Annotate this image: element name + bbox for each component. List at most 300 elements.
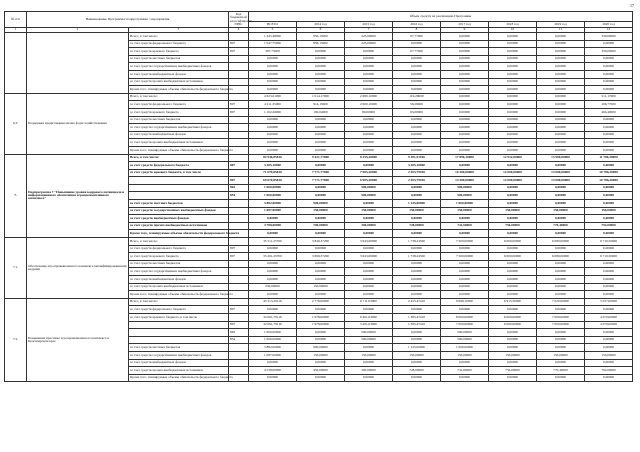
amount-year: 0,00000 bbox=[441, 245, 489, 253]
funding-source-label: Кроме того, планируемые объемы обязательств федерального бюджета bbox=[129, 230, 229, 238]
amount-year: 0,00000 bbox=[537, 245, 585, 253]
row-number: 7.1. bbox=[5, 238, 27, 299]
amount-year: 770,40000 bbox=[537, 222, 585, 230]
amount-year: 0,00000 bbox=[297, 336, 345, 344]
amount-year: 756,00000 bbox=[489, 222, 537, 230]
amount-year: 150,00000 bbox=[585, 351, 633, 359]
header-year: 2019 год bbox=[537, 22, 585, 28]
grbs-code: 854 bbox=[229, 192, 249, 200]
grbs-code bbox=[229, 93, 249, 101]
amount-total: 0,00000 bbox=[249, 359, 297, 367]
grbs-code bbox=[229, 131, 249, 139]
amount-year: 0,00000 bbox=[345, 260, 393, 268]
amount-year: 0,00000 bbox=[297, 329, 345, 337]
header-volume-title: Объем средств на реализацию Программы bbox=[249, 12, 633, 22]
amount-total: 0,00000 bbox=[249, 276, 297, 284]
amount-year: 0,00000 bbox=[393, 184, 441, 192]
amount-year: 0,00000 bbox=[393, 86, 441, 94]
amount-total: 0,00000 bbox=[249, 86, 297, 94]
amount-year: 0,00000 bbox=[489, 184, 537, 192]
amount-total: 0,00000 bbox=[249, 260, 297, 268]
amount-year: 0,00000 bbox=[393, 374, 441, 382]
grbs-code bbox=[229, 276, 249, 284]
grbs-code: 807 bbox=[229, 162, 249, 170]
amount-year: 3 849,37200 bbox=[297, 238, 345, 246]
amount-year: 10 786,30000 bbox=[585, 169, 633, 177]
amount-year: 0,00000 bbox=[441, 101, 489, 109]
amount-year: 0,00000 bbox=[441, 215, 489, 223]
grbs-code bbox=[229, 283, 249, 291]
amount-year: 0,00000 bbox=[393, 215, 441, 223]
amount-year: 0,00000 bbox=[345, 131, 393, 139]
amount-year: 0,00000 bbox=[345, 124, 393, 132]
header-no: № п/п bbox=[5, 12, 27, 28]
amount-total: 43 513,29116 bbox=[249, 298, 297, 306]
amount-total: 35 261,25700 bbox=[249, 253, 297, 261]
amount-total: 3 205,10000 bbox=[249, 162, 297, 170]
funding-source-label: Всего, в том числе: bbox=[129, 298, 229, 306]
funding-source-label bbox=[129, 177, 229, 185]
grbs-code bbox=[229, 63, 249, 71]
amount-year: 0,00000 bbox=[297, 162, 345, 170]
amount-year: 7 905,20000 bbox=[345, 169, 393, 177]
amount-year: 0,00000 bbox=[537, 86, 585, 94]
amount-year: 17 896,10000 bbox=[441, 154, 489, 162]
amount-year: 500,00000 bbox=[345, 192, 393, 200]
amount-year: 0,00000 bbox=[585, 200, 633, 208]
amount-year: 0,00000 bbox=[393, 268, 441, 276]
amount-year: 2 303,79916 bbox=[393, 177, 441, 185]
measure-name: Подпрограмма 7 "Повышение уровня кадрового потенциала и информационного обеспечения агропромышленного комплекса" bbox=[27, 154, 129, 238]
amount-total: 0,00000 bbox=[249, 291, 297, 299]
funding-source-label: Кроме того, планируемые объемы обязательств федерального бюджета bbox=[129, 374, 229, 382]
amount-year: 856,15000 bbox=[297, 33, 345, 41]
amount-year: 150,00000 bbox=[393, 351, 441, 359]
funding-source-label: Кроме того, планируемые объемы обязательств федерального бюджета bbox=[129, 86, 229, 94]
amount-year: 500,00000 bbox=[345, 336, 393, 344]
row-number: 7.2. bbox=[5, 298, 27, 382]
amount-year: 0,00000 bbox=[441, 260, 489, 268]
amount-year: 0,00000 bbox=[393, 78, 441, 86]
amount-year: 0,00000 bbox=[537, 48, 585, 56]
amount-year: 0,00000 bbox=[441, 33, 489, 41]
grbs-code: 807 bbox=[229, 321, 249, 329]
amount-year: 6 000,00000 bbox=[489, 253, 537, 261]
amount-year: 0,00000 bbox=[537, 55, 585, 63]
amount-year: 1 385,47416 bbox=[393, 313, 441, 321]
funding-source-label: Всего, в том числе: bbox=[129, 33, 229, 41]
amount-year: 7 500,00000 bbox=[441, 238, 489, 246]
amount-year: 0,00000 bbox=[441, 40, 489, 48]
funding-source-label: за счет средств прочих внебюджетных источников bbox=[129, 78, 229, 86]
col-number: 10 bbox=[489, 28, 537, 33]
amount-year: 0,00000 bbox=[537, 70, 585, 78]
amount-total: 397,73000 bbox=[249, 48, 297, 56]
funding-source-label: за счет средств местных бюджетов bbox=[129, 116, 229, 124]
amount-year: 0,00000 bbox=[489, 101, 537, 109]
grbs-code bbox=[229, 55, 249, 63]
amount-year: 63,00000 bbox=[393, 108, 441, 116]
table-row bbox=[5, 298, 633, 306]
amount-year: 13 900,00000 bbox=[537, 154, 585, 162]
funding-source-label: за счет средств местных бюджетов bbox=[129, 260, 229, 268]
amount-year: 0,00000 bbox=[441, 359, 489, 367]
amount-total: 0,00000 bbox=[249, 63, 297, 71]
amount-year: 0,00000 bbox=[393, 55, 441, 63]
grbs-code bbox=[229, 139, 249, 147]
amount-year: 0,00000 bbox=[585, 124, 633, 132]
amount-total: 1 102,26000 bbox=[249, 108, 297, 116]
amount-total: 250,00000 bbox=[249, 283, 297, 291]
amount-year: 0,00000 bbox=[537, 78, 585, 86]
amount-year: 0,00000 bbox=[537, 101, 585, 109]
amount-year: 0,00000 bbox=[489, 306, 537, 314]
row-number bbox=[5, 33, 27, 94]
amount-year: 150,00000 bbox=[585, 207, 633, 215]
grbs-code bbox=[229, 215, 249, 223]
header-year: 2015 год bbox=[345, 22, 393, 28]
amount-year: 0,00000 bbox=[441, 116, 489, 124]
amount-year: 0,00000 bbox=[537, 192, 585, 200]
amount-year: 0,00000 bbox=[489, 146, 537, 154]
amount-year: 0,00000 bbox=[297, 55, 345, 63]
amount-year: 0,00000 bbox=[537, 63, 585, 71]
amount-year: 0,00000 bbox=[441, 124, 489, 132]
funding-source-label: за счет средств государственных внебюджетных фондов bbox=[129, 351, 229, 359]
amount-year: 2 455,47416 bbox=[393, 298, 441, 306]
amount-year: 500,00000 bbox=[441, 336, 489, 344]
grbs-code bbox=[229, 124, 249, 132]
amount-year: 0,00000 bbox=[489, 291, 537, 299]
amount-year: 0,00000 bbox=[489, 192, 537, 200]
amount-year: 0,00000 bbox=[537, 139, 585, 147]
amount-year: 0,00000 bbox=[537, 215, 585, 223]
funding-source-label: за счет средств государственных внебюджетных фондов bbox=[129, 268, 229, 276]
amount-year: 0,00000 bbox=[297, 359, 345, 367]
amount-year: 150,00000 bbox=[441, 351, 489, 359]
amount-year: 0,00000 bbox=[537, 108, 585, 116]
amount-year: 12 000,00000 bbox=[489, 177, 537, 185]
amount-year: 0,00000 bbox=[345, 374, 393, 382]
amount-year: 7 020,00000 bbox=[537, 298, 585, 306]
amount-year: 0,00000 bbox=[489, 215, 537, 223]
amount-year: 0,00000 bbox=[297, 230, 345, 238]
header-year: 2020 год bbox=[585, 22, 633, 28]
amount-year: 0,00000 bbox=[537, 93, 585, 101]
amount-year: 0,00000 bbox=[441, 70, 489, 78]
amount-year: 6 000,00000 bbox=[489, 238, 537, 246]
col-number: 2 bbox=[27, 28, 129, 33]
header-kbk: Код бюджетной классификации ГРБС bbox=[230, 11, 253, 26]
amount-year: 0,00000 bbox=[297, 146, 345, 154]
col-number: 4 bbox=[229, 28, 249, 33]
grbs-code bbox=[229, 169, 249, 177]
amount-year: 0,00000 bbox=[297, 86, 345, 94]
col-number: 3 bbox=[129, 28, 229, 33]
amount-year: 0,00000 bbox=[441, 306, 489, 314]
amount-year: 330,00000 bbox=[585, 33, 633, 41]
funding-source-label: Кроме того, планируемые объемы обязательств федерального бюджета bbox=[129, 291, 229, 299]
amount-year: 8 255,20000 bbox=[345, 154, 393, 162]
grbs-code: 807 bbox=[229, 177, 249, 185]
amount-year: 0,00000 bbox=[345, 230, 393, 238]
amount-total: 34 091,79116 bbox=[249, 313, 297, 321]
amount-year: 0,00000 bbox=[393, 260, 441, 268]
grbs-code: 807 bbox=[229, 48, 249, 56]
amount-year: 0,00000 bbox=[393, 139, 441, 147]
amount-year: 1 145,00000 bbox=[393, 344, 441, 352]
amount-year: 0,00000 bbox=[393, 336, 441, 344]
amount-year: 0,00000 bbox=[585, 139, 633, 147]
amount-year: 0,00000 bbox=[537, 116, 585, 124]
grbs-code bbox=[229, 298, 249, 306]
funding-source-label: за счет средств федерального бюджета bbox=[129, 40, 229, 48]
amount-year: 0,00000 bbox=[345, 344, 393, 352]
col-number: 7 bbox=[345, 28, 393, 33]
table-row bbox=[5, 33, 633, 41]
amount-total: 4 538,00000 bbox=[249, 367, 297, 375]
funding-source-label: за счет средств государственных внебюджетных фондов bbox=[129, 124, 229, 132]
amount-year: 728,00000 bbox=[393, 367, 441, 375]
amount-total: 82 946,85816 bbox=[249, 154, 297, 162]
amount-year: 1 000,00000 bbox=[441, 344, 489, 352]
amount-year: 3 643,60000 bbox=[345, 238, 393, 246]
amount-year: 0,00000 bbox=[537, 33, 585, 41]
amount-year: 1 000,00000 bbox=[441, 200, 489, 208]
amount-year: 0,00000 bbox=[297, 63, 345, 71]
col-number: 5 bbox=[249, 28, 297, 33]
amount-year: 330,00000 bbox=[585, 48, 633, 56]
funding-source-label: за счет средств внебюджетных фондов bbox=[129, 359, 229, 367]
amount-year: 500,00000 bbox=[441, 192, 489, 200]
amount-year: 0,00000 bbox=[441, 48, 489, 56]
amount-year: 0,00000 bbox=[537, 374, 585, 382]
funding-source-label: за счет средств внебюджетных фондов bbox=[129, 70, 229, 78]
amount-year: 119,29000 bbox=[393, 93, 441, 101]
amount-year: 0,00000 bbox=[441, 131, 489, 139]
amount-year: 0,00000 bbox=[297, 78, 345, 86]
amount-year: 0,00000 bbox=[489, 336, 537, 344]
amount-year: 0,00000 bbox=[441, 146, 489, 154]
amount-year: 0,00000 bbox=[393, 276, 441, 284]
amount-year: 0,00000 bbox=[297, 268, 345, 276]
amount-year: 0,00000 bbox=[489, 78, 537, 86]
amount-year: 0,00000 bbox=[441, 291, 489, 299]
amount-year: 0,00000 bbox=[489, 162, 537, 170]
measure-name: Поддержка кредитования малых форм хозяйствования bbox=[27, 93, 129, 154]
header-year: 2018 год bbox=[489, 22, 537, 28]
funding-source-label bbox=[129, 321, 229, 329]
grbs-code: 807 bbox=[229, 40, 249, 48]
funding-source-label: за счет средств местных бюджетов bbox=[129, 55, 229, 63]
amount-year: 0,00000 bbox=[585, 230, 633, 238]
amount-year: 7 771,77000 bbox=[297, 169, 345, 177]
funding-source-label: за счет средств федерального бюджета bbox=[129, 245, 229, 253]
amount-year: 0,00000 bbox=[393, 283, 441, 291]
header-name: Наименование Программы/ подпрограммы / мероприятия bbox=[27, 12, 229, 28]
amount-total: 0,00000 bbox=[249, 146, 297, 154]
amount-year: 0,00000 bbox=[585, 162, 633, 170]
amount-total: 1 087,00000 bbox=[249, 351, 297, 359]
amount-year: 56,29000 bbox=[393, 101, 441, 109]
funding-source-label: Всего, в том числе: bbox=[129, 93, 229, 101]
funding-source-label: за счет средств местных бюджетов bbox=[129, 344, 229, 352]
amount-year: 14 300,00000 bbox=[441, 177, 489, 185]
amount-year: 0,00000 bbox=[537, 184, 585, 192]
amount-year: 16 300,00000 bbox=[441, 169, 489, 177]
amount-year: 8 000,00000 bbox=[441, 313, 489, 321]
grbs-code bbox=[229, 70, 249, 78]
grbs-code: 863 bbox=[229, 329, 249, 337]
amount-year: 100,04000 bbox=[297, 108, 345, 116]
amount-year: 0,00000 bbox=[393, 124, 441, 132]
amount-year: 67,77000 bbox=[393, 48, 441, 56]
amount-total: 0,00000 bbox=[249, 78, 297, 86]
funding-source-label: за счет средств федерального бюджета bbox=[129, 162, 229, 170]
amount-year: 0,00000 bbox=[489, 48, 537, 56]
amount-year: 0,00000 bbox=[297, 215, 345, 223]
amount-year: 0,00000 bbox=[441, 78, 489, 86]
amount-year: 0,00000 bbox=[489, 329, 537, 337]
amount-year: 0,00000 bbox=[345, 162, 393, 170]
grbs-code bbox=[229, 351, 249, 359]
amount-year: 0,00000 bbox=[297, 306, 345, 314]
amount-year: 0,00000 bbox=[489, 93, 537, 101]
amount-year: 0,00000 bbox=[585, 268, 633, 276]
amount-year: 0,00000 bbox=[345, 276, 393, 284]
funding-source-label: за счет средств краевого бюджета bbox=[129, 48, 229, 56]
grbs-code bbox=[229, 313, 249, 321]
amount-year: 150,00000 bbox=[345, 351, 393, 359]
amount-year: 1 385,47416 bbox=[393, 321, 441, 329]
amount-total: 0,00000 bbox=[249, 139, 297, 147]
amount-year: 6 000,00000 bbox=[489, 313, 537, 321]
measure-name bbox=[27, 33, 129, 94]
amount-year: 0,00000 bbox=[297, 70, 345, 78]
funding-source-label: Всего, в том числе: bbox=[129, 154, 229, 162]
amount-year: 0,00000 bbox=[345, 86, 393, 94]
amount-year: 12 000,00000 bbox=[489, 169, 537, 177]
header-year: 2017 год bbox=[441, 22, 489, 28]
amount-year: 0,00000 bbox=[537, 344, 585, 352]
col-number: 6 bbox=[297, 28, 345, 33]
amount-year: 0,00000 bbox=[297, 374, 345, 382]
amount-year: 0,00000 bbox=[345, 55, 393, 63]
funding-source-label: за счет средств краевого бюджета bbox=[129, 253, 229, 261]
amount-year: 0,00000 bbox=[297, 48, 345, 56]
amount-year: 0,00000 bbox=[297, 291, 345, 299]
grbs-code bbox=[229, 207, 249, 215]
amount-year: 7 000,00000 bbox=[537, 313, 585, 321]
amount-year: 0,00000 bbox=[345, 291, 393, 299]
amount-year: 0,00000 bbox=[537, 283, 585, 291]
amount-year: 0,00000 bbox=[585, 78, 633, 86]
amount-year: 0,00000 bbox=[585, 260, 633, 268]
amount-year: 0,00000 bbox=[489, 260, 537, 268]
funding-source-label: за счет средств краевого бюджета bbox=[129, 108, 229, 116]
amount-year: 9 381,91916 bbox=[393, 154, 441, 162]
amount-year: 0,00000 bbox=[585, 283, 633, 291]
amount-year: 0,00000 bbox=[489, 344, 537, 352]
amount-year: 0,00000 bbox=[345, 146, 393, 154]
amount-year: 0,00000 bbox=[345, 245, 393, 253]
amount-year: 914,13000 bbox=[297, 101, 345, 109]
amount-year: 0,00000 bbox=[489, 86, 537, 94]
amount-year: 0,00000 bbox=[441, 63, 489, 71]
amount-year: 150,00000 bbox=[297, 351, 345, 359]
amount-year: 0,00000 bbox=[585, 329, 633, 337]
grbs-code bbox=[229, 260, 249, 268]
amount-year: 0,00000 bbox=[585, 116, 633, 124]
amount-year: 0,00000 bbox=[537, 276, 585, 284]
amount-total: 4 788,00000 bbox=[249, 222, 297, 230]
amount-year: 0,00000 bbox=[441, 276, 489, 284]
amount-year: 5 037,00000 bbox=[585, 298, 633, 306]
amount-year: 225,00000 bbox=[345, 33, 393, 41]
grbs-code: 807 bbox=[229, 101, 249, 109]
amount-year: 0,00000 bbox=[489, 33, 537, 41]
funding-source-label: за счет средств внебюджетных фондов bbox=[129, 215, 229, 223]
amount-year: 9 696,10000 bbox=[441, 298, 489, 306]
amount-year: 0,00000 bbox=[489, 268, 537, 276]
amount-year: 150,00000 bbox=[489, 207, 537, 215]
col-number: 12 bbox=[585, 28, 633, 33]
budget-table-sheet bbox=[4, 11, 632, 447]
funding-source-label: за счет средств прочих внебюджетных источников bbox=[129, 139, 229, 147]
amount-year: 0,00000 bbox=[537, 124, 585, 132]
amount-year: 0,00000 bbox=[345, 139, 393, 147]
amount-year: 0,00000 bbox=[585, 146, 633, 154]
amount-year: 150,00000 bbox=[297, 207, 345, 215]
amount-year: 6 719,50000 bbox=[585, 253, 633, 261]
amount-year: 6 261,03000 bbox=[345, 313, 393, 321]
amount-year: 0,00000 bbox=[393, 359, 441, 367]
amount-year: 500,00000 bbox=[345, 329, 393, 337]
header-year: 2016 год bbox=[393, 22, 441, 28]
grbs-code bbox=[229, 200, 249, 208]
amount-year: 792,00000 bbox=[585, 367, 633, 375]
amount-year: 0,00000 bbox=[297, 116, 345, 124]
amount-year: 0,00000 bbox=[393, 329, 441, 337]
col-number: 9 bbox=[441, 28, 489, 33]
amount-year: 0,00000 bbox=[537, 306, 585, 314]
amount-year: 0,00000 bbox=[585, 40, 633, 48]
amount-year: 13 000,00000 bbox=[537, 177, 585, 185]
amount-total: 0,00000 bbox=[249, 70, 297, 78]
amount-total: 0,00000 bbox=[249, 131, 297, 139]
amount-total: 1 047,75000 bbox=[249, 40, 297, 48]
amount-year: 0,00000 bbox=[585, 184, 633, 192]
row-number: 7. bbox=[5, 154, 27, 238]
amount-year: 0,00000 bbox=[537, 268, 585, 276]
amount-year: 0,00000 bbox=[489, 139, 537, 147]
amount-year: 12 912,00000 bbox=[489, 154, 537, 162]
grbs-code: 807 bbox=[229, 306, 249, 314]
amount-year: 6 915,50000 bbox=[489, 298, 537, 306]
amount-year: 700,00000 bbox=[297, 222, 345, 230]
amount-total: 1 000,00000 bbox=[249, 184, 297, 192]
amount-total: 0,00000 bbox=[249, 124, 297, 132]
amount-total: 0,00000 bbox=[249, 215, 297, 223]
amount-year: 0,00000 bbox=[393, 40, 441, 48]
funding-source-label: за счет средств государственных внебюджетных фондов bbox=[129, 207, 229, 215]
amount-total: 1 000,00000 bbox=[249, 192, 297, 200]
amount-total: 0,00000 bbox=[249, 230, 297, 238]
amount-year: 300,00000 bbox=[345, 222, 393, 230]
amount-year: 0,00000 bbox=[393, 192, 441, 200]
amount-year: 728,00000 bbox=[393, 222, 441, 230]
amount-year: 0,00000 bbox=[489, 200, 537, 208]
